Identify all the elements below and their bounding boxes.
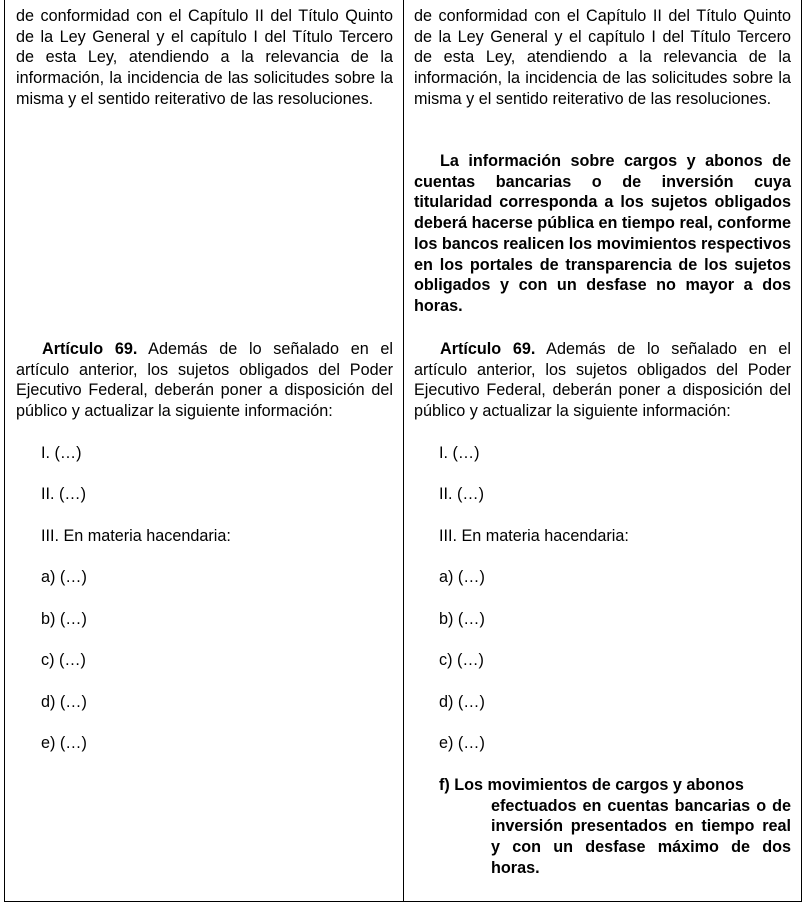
left-article-69-paragraph xyxy=(16,339,393,422)
right-article-69-label: Artículo 69. xyxy=(440,340,536,358)
left-item-a: a) (…) xyxy=(41,568,87,586)
right-item-ii: II. (…) xyxy=(439,485,484,503)
right-item-b: b) (…) xyxy=(439,610,485,628)
left-item-c: c) (…) xyxy=(41,651,86,669)
right-added-paragraph: La información sobre cargos y abonos de cuentas bancarias o de inversión cuya titularidad corresponda a los sujetos obligados deberá hacerse pública en tiempo real, conforme los bancos realicen los movimientos respectivos en los portales de transparencia de los sujetos obligados y con un desfase no mayor a dos horas. xyxy=(414,152,791,315)
left-article-69-label: Artículo 69. xyxy=(42,340,138,358)
right-item-f-body: efectuados en cuentas bancarias o de inversión presentados en tiempo real y con un desfase máximo de dos horas. xyxy=(491,796,791,877)
right-item-e: e) (…) xyxy=(439,734,485,752)
right-item-f-first-line xyxy=(439,775,791,796)
right-intro-paragraph: de conformidad con el Capítulo II del Título Quinto de la Ley General y el capítulo I del Título Tercero de esta Ley, atendiendo a la relevancia de la información, la incidencia de las solicitudes sobre la misma y el sentido reiterativo de las resoluciones. xyxy=(414,7,791,108)
left-intro-paragraph: de conformidad con el Capítulo II del Título Quinto de la Ley General y el capítulo I del Título Tercero de esta Ley, atendiendo a la relevancia de la información, la incidencia de las solicitudes sobre la misma y el sentido reiterativo de las resoluciones. xyxy=(16,7,393,108)
left-item-d: d) (…) xyxy=(41,693,87,711)
right-item-a: a) (…) xyxy=(439,568,485,586)
left-item-iii: III. En materia hacendaria: xyxy=(41,527,231,545)
left-item-b: b) (…) xyxy=(41,610,87,628)
right-item-d: d) (…) xyxy=(439,693,485,711)
right-item-f xyxy=(414,775,791,879)
right-article-69-paragraph xyxy=(414,339,791,422)
right-item-f-first-text: Los movimientos de cargos y abonos xyxy=(449,776,744,794)
left-item-i: I. (…) xyxy=(41,444,82,462)
right-item-f-label: f) xyxy=(439,776,450,794)
left-item-e: e) (…) xyxy=(41,734,87,752)
right-article-69-text: Además de lo señalado en el artículo anterior, los sujetos obligados del Poder Ejecutivo Federal, deberán poner a disposición del público y actualizar la siguiente información: xyxy=(414,340,792,421)
left-column-current-text xyxy=(5,0,404,901)
left-item-ii: II. (…) xyxy=(41,485,86,503)
right-item-i: I. (…) xyxy=(439,444,480,462)
right-item-iii: III. En materia hacendaria: xyxy=(439,527,629,545)
left-article-69-text: Además de lo señalado en el artículo anterior, los sujetos obligados del Poder Ejecutivo Federal, deberán poner a disposición del público y actualizar la siguiente información: xyxy=(16,340,394,421)
comparison-table xyxy=(4,0,802,902)
right-column-proposed-text xyxy=(404,0,801,901)
right-item-c: c) (…) xyxy=(439,651,484,669)
